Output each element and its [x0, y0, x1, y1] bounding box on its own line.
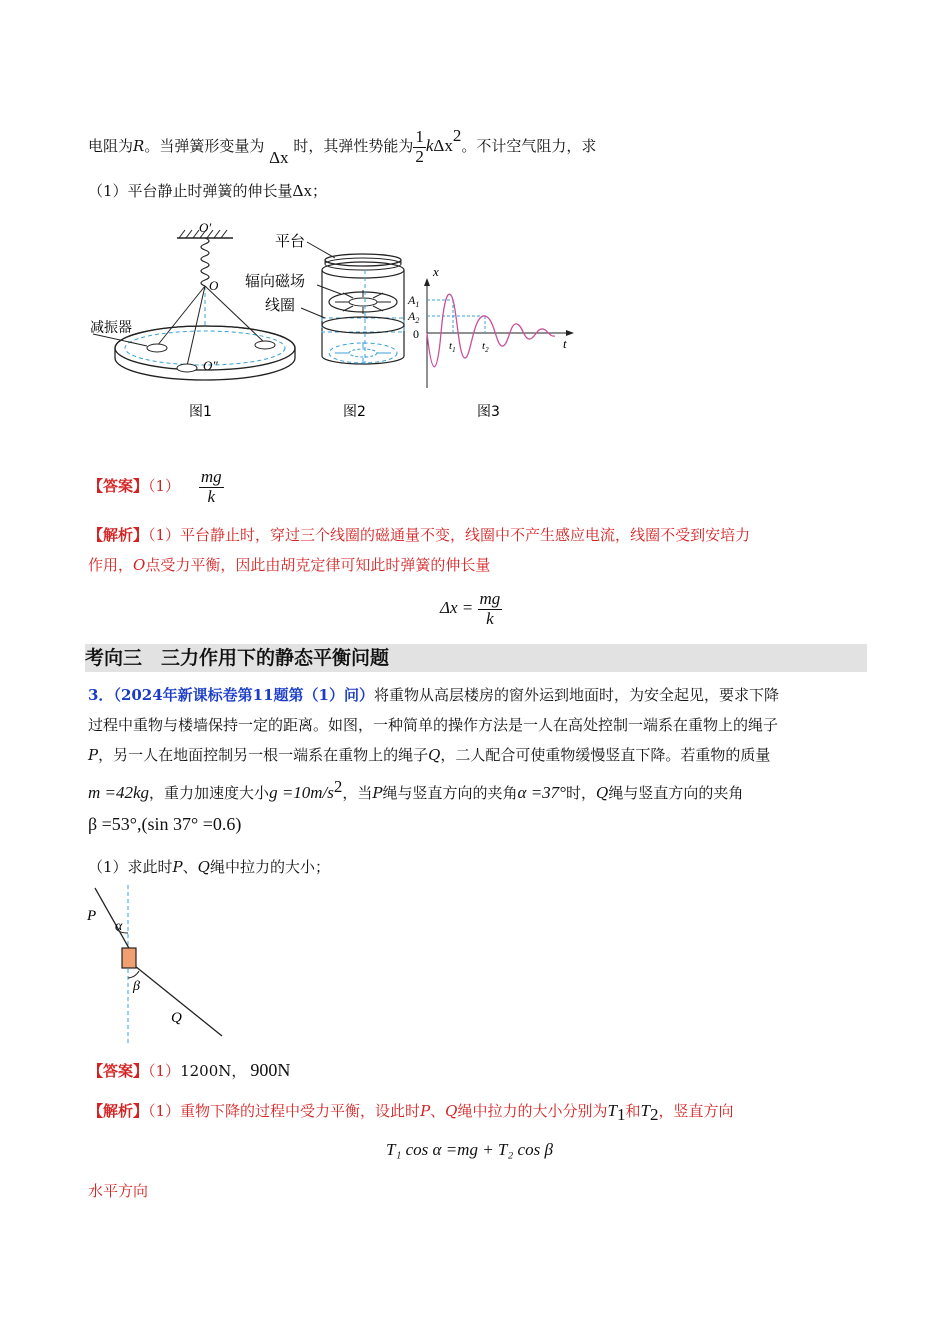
rope-figure [85, 880, 245, 1050]
figure-3 [407, 264, 574, 420]
equation-hooke-den: k [486, 608, 494, 628]
equation-hooke-fraction [478, 590, 503, 628]
svg-text:A2 [407, 309, 419, 325]
delta-x-symbol-2: Δx [433, 136, 453, 155]
problem-3-text-1: 将重物从高层楼房的窗外运到地面时，为安全起见，要求下降 [374, 686, 780, 704]
label-radial-field: 辐向磁场 [245, 272, 306, 290]
angle-label-alpha: α [115, 919, 123, 934]
label-t2: t [482, 340, 486, 352]
rope-label-p: P [87, 908, 97, 924]
answer-1-den: k [207, 486, 215, 506]
explanation-3-q: Q [445, 1102, 458, 1120]
svg-text:A1 [407, 293, 419, 309]
explanation-1-tag: 【解析】 [88, 526, 149, 544]
caption-fig1: 图1 [189, 404, 212, 420]
answer-3-tag: 【答案】 [88, 1062, 149, 1080]
answer-3 [88, 1060, 290, 1081]
answer-1-num: mg [200, 466, 222, 486]
explanation-3-text-a: （1）重物下降的过程中受力平衡，设此时 [148, 1102, 421, 1120]
problem-3-text-4c: 绳与竖直方向的夹角 [382, 784, 518, 802]
intro-line [88, 118, 597, 167]
answer-3-part: （1） [148, 1062, 181, 1080]
label-t2-sub: 2 [485, 346, 489, 354]
explanation-3-text-b: 绳中拉力的大小分别为 [457, 1102, 608, 1120]
label-o-double-prime: O″ [203, 358, 218, 373]
square-exponent: 2 [452, 126, 462, 145]
question-3-q: Q [197, 858, 210, 876]
problem-3-text-3b: ，二人配合可使重物缓慢竖直下降。若重物的质量 [440, 746, 771, 764]
caption-fig2: 图2 [343, 404, 366, 420]
equation-hooke-lhs: Δx = [440, 598, 474, 617]
explanation-1-line-2 [88, 554, 490, 575]
question-1-text: （1）平台静止时弹簧的伸长量 [88, 182, 293, 200]
problem-3-line-2 [88, 714, 778, 735]
explanation-1-text-1: （1）平台静止时，穿过三个线圈的磁通量不变，线圈中不产生感应电流，线圈不受到安培力 [148, 526, 751, 544]
axis-x-label: x [433, 264, 439, 279]
question-3 [88, 856, 330, 877]
vertical-equilibrium-equation: T₁ cos α =mg + T₂ cos β [386, 1140, 553, 1159]
svg-text:t1 [449, 340, 456, 354]
question-1-end: ； [311, 182, 327, 200]
tension-t2-sub: 2 [649, 1105, 659, 1124]
half-fraction [413, 128, 426, 166]
label-t1: t [449, 340, 453, 352]
axis-t-label: t [563, 336, 567, 351]
svg-text:t2 [482, 340, 489, 354]
intro-text-c: 时，其弹性势能为 [293, 137, 414, 155]
label-damper: 减振器 [90, 320, 132, 336]
question-3-sep: 、 [182, 858, 198, 876]
answer-1 [88, 466, 224, 506]
label-a1: A [408, 293, 416, 307]
explanation-3-tag: 【解析】 [88, 1102, 149, 1120]
explanation-1-line-1 [88, 524, 750, 545]
question-3-p: P [172, 858, 183, 876]
figure-1 [90, 220, 295, 420]
problem-3-q: Q [428, 746, 441, 764]
label-platform: 平台 [275, 232, 306, 250]
half-den: 2 [415, 146, 424, 166]
answer-3-value-1: 1200N， [180, 1062, 247, 1080]
problem-3-number: 3． [88, 686, 114, 704]
half-num: 1 [415, 126, 424, 146]
tension-t1: T [607, 1101, 617, 1120]
rope-p [95, 888, 130, 950]
question-1-delta-x: Δx [292, 181, 312, 200]
tension-t1-sub: 1 [616, 1105, 626, 1124]
problem-3-text-4d: 时， [565, 784, 596, 802]
explanation-1-text-2b: 点受力平衡，因此由胡克定律可知此时弹簧的伸长量 [145, 556, 491, 574]
rope-label-q: Q [171, 1010, 182, 1026]
intro-text-b: 。当弹簧形变量为 [144, 137, 265, 155]
problem-3-text-3a: ，另一人在地面控制另一根一端系在重物上的绳子 [98, 746, 429, 764]
mass-equation: m =42kg [88, 783, 150, 802]
question-3-text-a: （1）求此时 [88, 858, 173, 876]
hanging-weight [122, 948, 136, 968]
section-heading: 考向三 三力作用下的静态平衡问题 [85, 644, 867, 672]
problem-3-line-1 [88, 684, 779, 705]
problem-3-p-2: P [372, 784, 383, 802]
gravity-exponent: 2 [333, 777, 343, 796]
figure-2 [245, 232, 404, 420]
question-3-text-b: 绳中拉力的大小； [209, 858, 330, 876]
beta-equation: β =53°,(sin 37° =0.6) [88, 814, 242, 834]
explanation-3-sep: 、 [430, 1102, 446, 1120]
explanation-3-text-c: ，竖直方向 [658, 1102, 734, 1120]
k-symbol: k [425, 136, 434, 155]
origin-zero: 0 [413, 327, 419, 341]
equation-hooke-num: mg [479, 588, 501, 608]
problem-3-line-3 [88, 744, 770, 765]
answer-3-value-2: 900N [250, 1060, 291, 1080]
label-coil: 线圈 [265, 296, 296, 314]
alpha-equation: α =37° [517, 783, 566, 802]
horizontal-direction-label: 水平方向 [88, 1182, 149, 1200]
answer-1-part: （1） [148, 477, 181, 495]
intro-text-a: 电阻为 [88, 137, 134, 155]
delta-x-symbol: Δx [269, 148, 289, 167]
problem-3-text-2: 过程中重物与楼墙保持一定的距离。如图，一种简单的操作方法是一人在高处控制一端系在重物上的绳子 [88, 716, 779, 734]
problem-3-text-4b: ，当 [342, 784, 373, 802]
tension-t2: T [640, 1101, 650, 1120]
explanation-1-o: O [133, 556, 146, 574]
caption-fig3: 图3 [477, 404, 500, 420]
explanation-3-p: P [420, 1102, 431, 1120]
answer-1-fraction [199, 468, 224, 506]
angle-label-beta: β [133, 979, 140, 994]
problem-3-text-4e: 绳与竖直方向的夹角 [608, 784, 744, 802]
label-o-prime: O′ [199, 220, 212, 235]
problem-3-text-4a: ，重力加速度大小 [149, 784, 270, 802]
explanation-1-text-2a: 作用， [88, 556, 134, 574]
equation-hooke [440, 586, 502, 630]
intro-text-d: 。不计空气阻力，求 [461, 137, 597, 155]
beta-arc [128, 971, 139, 978]
problem-3-q-2: Q [596, 784, 609, 802]
explanation-3-line-1 [88, 1100, 733, 1126]
label-t1-sub: 1 [452, 346, 456, 354]
answer-1-tag: 【答案】 [88, 477, 149, 495]
resistance-symbol: R [133, 137, 145, 155]
label-a2: A [408, 309, 416, 323]
label-a2-sub: 2 [415, 316, 420, 325]
gravity-equation: g =10m/s [269, 783, 334, 802]
problem-3-source: （2024年新课标卷第11题第（1）问） [113, 686, 374, 704]
problem-3-p: P [88, 746, 99, 764]
explanation-3-and: 和 [625, 1102, 641, 1120]
label-o: O [209, 278, 219, 293]
platform-figure [85, 218, 585, 428]
problem-3-line-4 [88, 774, 743, 806]
question-1 [88, 180, 327, 201]
label-a1-sub: 1 [415, 300, 420, 309]
